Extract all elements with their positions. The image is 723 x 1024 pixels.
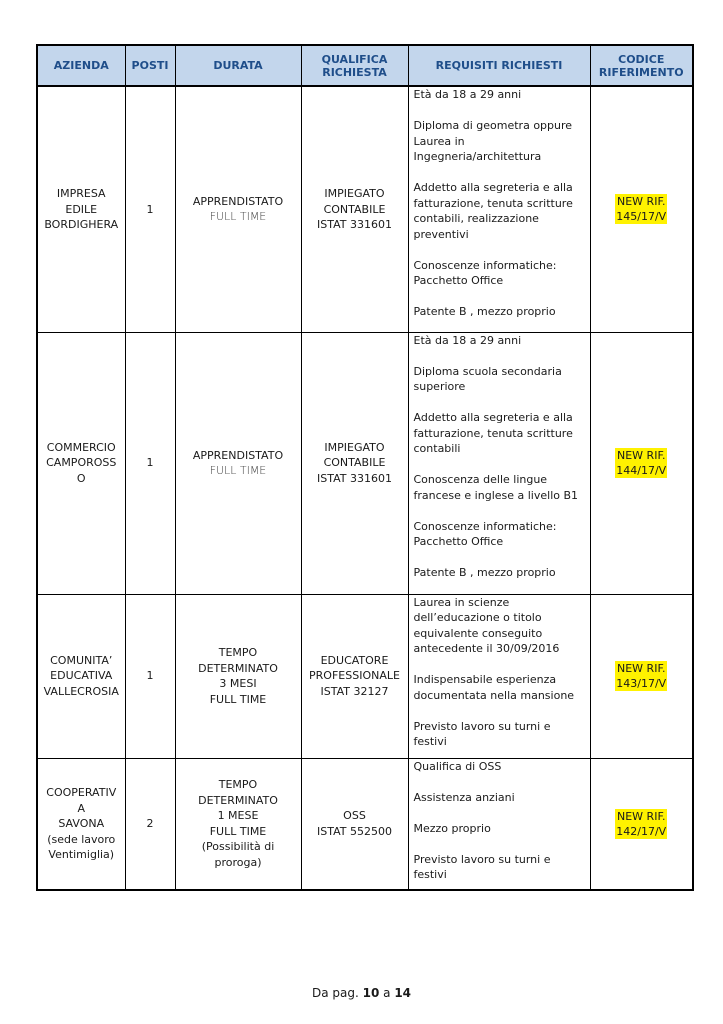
requisito-item: Qualifica di OSS (413, 759, 502, 773)
requisito-item: Diploma di geometra oppure Laurea in Ingegneria/architettura (413, 119, 573, 163)
requisito-item: Previsto lavoro su turni e festivi (413, 719, 551, 748)
job-offers-table (36, 44, 694, 891)
header-requisiti: REQUISITI RICHIESTI (408, 45, 590, 86)
requisito-item: Diploma scuola secondaria superiore (413, 364, 562, 393)
requisito-item: Mezzo proprio (413, 821, 491, 835)
header-azienda: AZIENDA (37, 45, 125, 86)
footer-mid: a (383, 986, 391, 1000)
azienda-cell: COMUNITA’ EDUCATIVA VALLECROSIA (37, 594, 125, 758)
posti-cell: 1 (125, 594, 175, 758)
requisito-item: Età da 18 a 29 anni (413, 88, 522, 101)
requisito-item: Addetto alla segreteria e alla fatturazione, tenuta scritture contabili, realizzazione preventivi (413, 181, 573, 241)
requisito-item: Età da 18 a 29 anni (413, 333, 522, 347)
header-posti: POSTI (125, 45, 175, 86)
codice-cell (590, 86, 693, 332)
table-row (37, 758, 693, 890)
table-header (37, 45, 693, 86)
durata-cell: APPRENDISTATO FULL TIME (175, 86, 301, 332)
requisito-item: Indispensabile esperienza documentata nella mansione (413, 673, 575, 702)
requisiti-cell (408, 594, 590, 758)
codice-highlight: NEW RIF. 144/17/V (616, 448, 667, 477)
requisito-item: Laurea in scienze dell’educazione o titolo equivalente conseguito antecedente il 30/09/2016 (413, 595, 560, 655)
requisiti-cell (408, 758, 590, 890)
requisito-item: Previsto lavoro su turni e festivi (413, 852, 551, 881)
azienda-cell: COOPERATIV A SAVONA (sede lavoro Ventimiglia) (37, 758, 125, 890)
table-row (37, 594, 693, 758)
requisito-item: Conoscenza delle lingue francese e inglese a livello B1 (413, 473, 579, 502)
durata-cell: TEMPO DETERMINATO 3 MESI FULL TIME (175, 594, 301, 758)
requisiti-cell (408, 86, 590, 332)
codice-cell (590, 758, 693, 890)
page-to: 14 (394, 986, 412, 1000)
qualifica-cell: IMPIEGATO CONTABILE ISTAT 331601 (301, 86, 408, 332)
table-row (37, 86, 693, 332)
codice-cell (590, 594, 693, 758)
codice-highlight: NEW RIF. 145/17/V (616, 195, 667, 223)
requisito-item: Assistenza anziani (413, 790, 515, 804)
azienda-cell: IMPRESA EDILE BORDIGHERA (37, 86, 125, 332)
posti-cell: 1 (125, 86, 175, 332)
qualifica-cell: EDUCATORE PROFESSIONALE ISTAT 32127 (301, 594, 408, 758)
footer-prefix: Da pag. (311, 986, 359, 1000)
header-qualifica: QUALIFICA RICHIESTA (301, 45, 408, 86)
requisito-item: Addetto alla segreteria e alla fatturazione, tenuta scritture contabili (413, 411, 573, 455)
codice-highlight: NEW RIF. 143/17/V (616, 661, 667, 690)
requisiti-cell (408, 332, 590, 594)
table-row (37, 332, 693, 594)
qualifica-cell: OSS ISTAT 552500 (301, 758, 408, 890)
codice-cell (590, 332, 693, 594)
durata-cell: APPRENDISTATO FULL TIME (175, 332, 301, 594)
posti-cell: 1 (125, 332, 175, 594)
header-codice: CODICE RIFERIMENTO (590, 45, 693, 86)
header-durata: DURATA (175, 45, 301, 86)
codice-highlight: NEW RIF. 142/17/V (616, 809, 667, 838)
durata-cell: TEMPO DETERMINATO 1 MESE FULL TIME (Possibilità di proroga) (175, 758, 301, 890)
qualifica-cell: IMPIEGATO CONTABILE ISTAT 331601 (301, 332, 408, 594)
requisito-item: Conoscenze informatiche: Pacchetto Office (413, 258, 557, 287)
page-footer (0, 986, 723, 1000)
posti-cell: 2 (125, 758, 175, 890)
requisito-item: Patente B , mezzo proprio (413, 305, 556, 318)
azienda-cell: COMMERCIO CAMPOROSS O (37, 332, 125, 594)
requisito-item: Conoscenze informatiche: Pacchetto Office (413, 519, 557, 548)
page-from: 10 (362, 986, 380, 1000)
requisito-item: Patente B , mezzo proprio (413, 566, 556, 579)
